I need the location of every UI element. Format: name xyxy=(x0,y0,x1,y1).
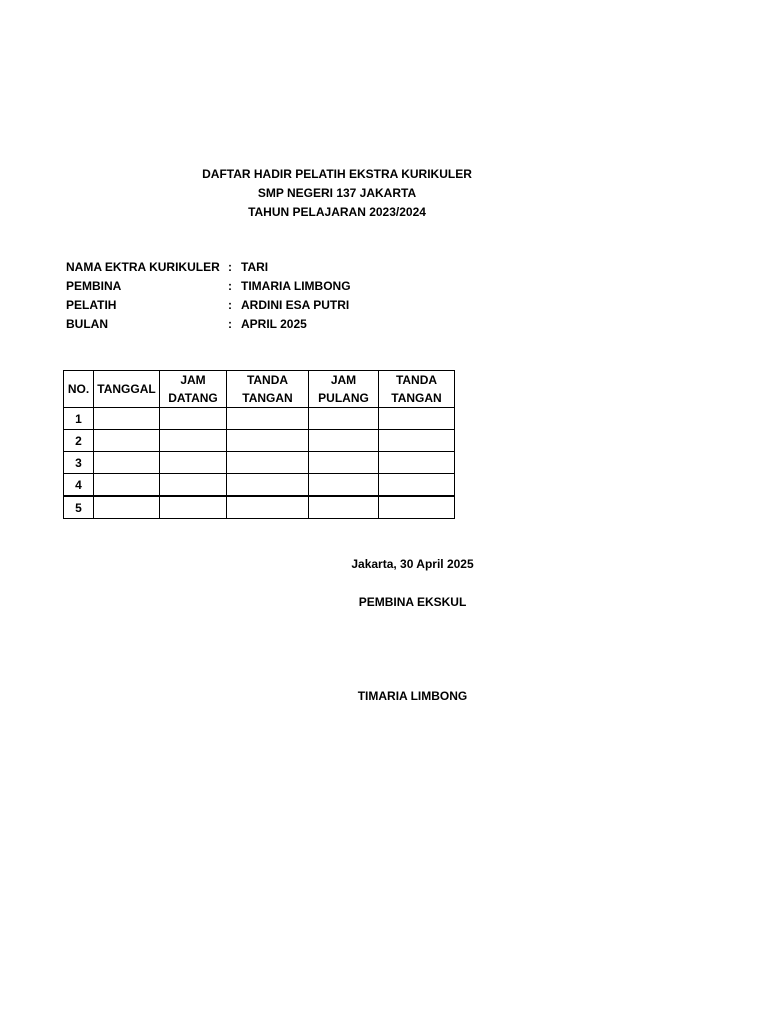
cell-jam-pulang xyxy=(309,408,379,430)
column-header-no xyxy=(64,371,94,408)
table-row xyxy=(64,474,455,497)
table-row xyxy=(64,496,455,519)
title-line-3: TAHUN PELAJARAN 2023/2024 xyxy=(248,205,426,219)
cell-tanda-tangan-datang xyxy=(227,452,309,474)
row-number: 5 xyxy=(64,496,94,519)
table-row xyxy=(64,452,455,474)
info-label: NAMA EKTRA KURIKULER xyxy=(66,260,220,274)
title-line-1: DAFTAR HADIR PELATIH EKSTRA KURIKULER xyxy=(202,167,472,181)
cell-tanda-tangan-pulang xyxy=(379,474,455,497)
title-line-2: SMP NEGERI 137 JAKARTA xyxy=(257,186,417,200)
cell-jam-datang xyxy=(160,430,227,452)
column-header-tanggal xyxy=(94,371,160,408)
column-header-text: DATANG xyxy=(168,391,218,405)
signature-place-date: Jakarta, 30 April 2025 xyxy=(351,557,474,571)
info-row-pelatih xyxy=(66,296,351,315)
cell-jam-datang xyxy=(160,474,227,497)
info-value: TARI xyxy=(241,260,269,274)
cell-tanda-tangan-pulang xyxy=(379,408,455,430)
cell-tanda-tangan-datang xyxy=(227,408,309,430)
signature-name: TIMARIA LIMBONG xyxy=(357,689,468,703)
info-label: BULAN xyxy=(66,317,108,331)
cell-tanggal xyxy=(94,408,160,430)
cell-jam-datang xyxy=(160,452,227,474)
column-header-text: TANGGAL xyxy=(97,382,156,396)
column-header-text: TANGAN xyxy=(391,391,442,405)
column-header-text: TANDA xyxy=(246,373,289,387)
cell-tanggal xyxy=(94,474,160,497)
cell-jam-datang xyxy=(160,496,227,519)
cell-jam-pulang xyxy=(309,496,379,519)
info-row-ekstrakurikuler xyxy=(66,258,351,277)
cell-tanda-tangan-pulang xyxy=(379,430,455,452)
column-header-jam-pulang xyxy=(309,371,379,408)
column-header-jam-datang xyxy=(160,371,227,408)
table-row xyxy=(64,430,455,452)
column-header-text: TANGAN xyxy=(242,391,293,405)
cell-tanggal xyxy=(94,496,160,519)
column-header-text: JAM xyxy=(330,373,357,387)
info-value: APRIL 2025 xyxy=(241,317,307,331)
cell-tanda-tangan-pulang xyxy=(379,496,455,519)
table-header-row xyxy=(64,371,455,408)
column-header-text: TANDA xyxy=(395,373,438,387)
cell-tanda-tangan-datang xyxy=(227,496,309,519)
info-colon: : xyxy=(228,317,232,331)
cell-tanda-tangan-datang xyxy=(227,474,309,497)
cell-tanda-tangan-datang xyxy=(227,430,309,452)
info-section xyxy=(66,258,351,334)
info-colon: : xyxy=(228,260,232,274)
info-row-bulan xyxy=(66,315,351,334)
cell-jam-pulang xyxy=(309,474,379,497)
signature-role: PEMBINA EKSKUL xyxy=(358,595,467,609)
column-header-tanda-tangan-pulang xyxy=(379,371,455,408)
column-header-text: JAM xyxy=(180,373,206,387)
column-header-text: PULANG xyxy=(318,391,369,405)
cell-jam-pulang xyxy=(309,430,379,452)
info-colon: : xyxy=(228,279,232,293)
document-title xyxy=(137,165,537,222)
cell-tanda-tangan-pulang xyxy=(379,452,455,474)
info-row-pembina xyxy=(66,277,351,296)
info-colon: : xyxy=(228,298,232,312)
column-header-text: NO. xyxy=(67,382,90,396)
column-header-tanda-tangan-datang xyxy=(227,371,309,408)
row-number: 3 xyxy=(64,452,94,474)
attendance-table xyxy=(63,370,455,519)
info-value: ARDINI ESA PUTRI xyxy=(241,298,350,312)
row-number: 1 xyxy=(64,408,94,430)
info-value: TIMARIA LIMBONG xyxy=(241,279,351,293)
row-number: 4 xyxy=(64,474,94,497)
table-row xyxy=(64,408,455,430)
cell-tanggal xyxy=(94,430,160,452)
cell-jam-datang xyxy=(160,408,227,430)
info-label: PELATIH xyxy=(66,298,117,312)
cell-tanggal xyxy=(94,452,160,474)
info-label: PEMBINA xyxy=(66,279,122,293)
row-number: 2 xyxy=(64,430,94,452)
cell-jam-pulang xyxy=(309,452,379,474)
